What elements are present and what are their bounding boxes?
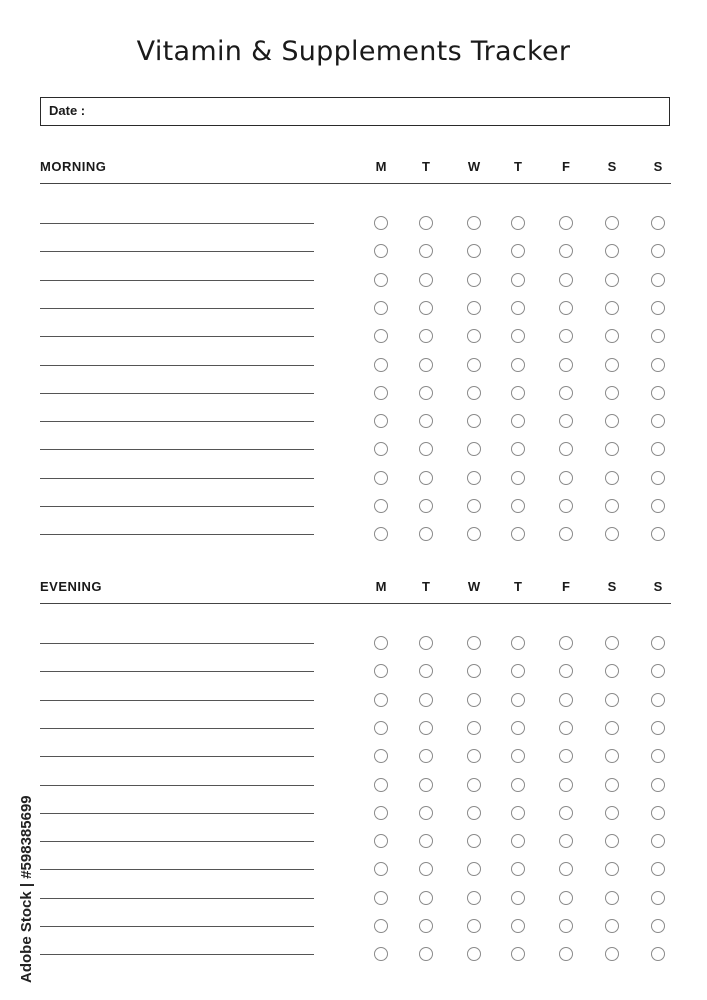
day-checkbox[interactable] [419, 273, 433, 287]
date-label: Date : [49, 103, 86, 118]
supplement-name-line[interactable] [40, 280, 314, 281]
day-checkbox[interactable] [651, 273, 665, 287]
day-checkbox[interactable] [559, 891, 573, 905]
day-checkbox[interactable] [467, 778, 481, 792]
day-checkbox[interactable] [511, 721, 525, 735]
day-checkbox[interactable] [605, 216, 619, 230]
day-checkbox[interactable] [559, 301, 573, 315]
tracker-row [0, 327, 707, 347]
tracker-row [0, 889, 707, 909]
day-checkbox[interactable] [374, 499, 388, 513]
day-checkbox[interactable] [467, 919, 481, 933]
day-checkbox[interactable] [467, 749, 481, 763]
day-checkbox[interactable] [605, 244, 619, 258]
day-checkbox[interactable] [605, 414, 619, 428]
day-checkbox[interactable] [419, 862, 433, 876]
day-checkbox[interactable] [419, 216, 433, 230]
day-checkbox[interactable] [467, 273, 481, 287]
day-checkbox[interactable] [605, 806, 619, 820]
supplement-name-line[interactable] [40, 393, 314, 394]
day-checkbox[interactable] [511, 862, 525, 876]
tracker-row [0, 242, 707, 262]
day-checkbox[interactable] [467, 386, 481, 400]
tracker-row [0, 497, 707, 517]
supplement-name-line[interactable] [40, 223, 314, 224]
day-checkbox[interactable] [511, 527, 525, 541]
day-checkbox[interactable] [651, 414, 665, 428]
supplement-name-line[interactable] [40, 421, 314, 422]
day-checkbox[interactable] [467, 834, 481, 848]
day-checkbox[interactable] [467, 329, 481, 343]
day-header: S [607, 159, 617, 174]
day-checkbox[interactable] [374, 693, 388, 707]
day-checkbox[interactable] [559, 499, 573, 513]
day-checkbox[interactable] [651, 329, 665, 343]
supplement-name-line[interactable] [40, 728, 314, 729]
day-checkbox[interactable] [651, 301, 665, 315]
day-header: M [375, 159, 387, 174]
day-checkbox[interactable] [559, 636, 573, 650]
tracker-row [0, 747, 707, 767]
supplement-name-line[interactable] [40, 336, 314, 337]
day-checkbox[interactable] [651, 442, 665, 456]
day-checkbox[interactable] [559, 527, 573, 541]
day-checkbox[interactable] [651, 947, 665, 961]
day-checkbox[interactable] [419, 834, 433, 848]
day-checkbox[interactable] [374, 471, 388, 485]
day-checkbox[interactable] [651, 749, 665, 763]
day-checkbox[interactable] [374, 947, 388, 961]
day-checkbox[interactable] [419, 301, 433, 315]
day-checkbox[interactable] [605, 947, 619, 961]
day-checkbox[interactable] [559, 862, 573, 876]
day-header: S [607, 579, 617, 594]
tracker-row [0, 917, 707, 937]
day-checkbox[interactable] [374, 721, 388, 735]
supplement-name-line[interactable] [40, 534, 314, 535]
supplement-name-line[interactable] [40, 954, 314, 955]
tracker-row [0, 719, 707, 739]
supplement-name-line[interactable] [40, 756, 314, 757]
day-checkbox[interactable] [651, 891, 665, 905]
day-checkbox[interactable] [467, 636, 481, 650]
day-checkbox[interactable] [374, 664, 388, 678]
supplement-name-line[interactable] [40, 365, 314, 366]
tracker-row [0, 356, 707, 376]
day-checkbox[interactable] [511, 244, 525, 258]
tracker-row [0, 271, 707, 291]
day-checkbox[interactable] [511, 329, 525, 343]
day-checkbox[interactable] [419, 664, 433, 678]
day-checkbox[interactable] [419, 471, 433, 485]
day-checkbox[interactable] [419, 244, 433, 258]
day-checkbox[interactable] [511, 919, 525, 933]
day-checkbox[interactable] [419, 749, 433, 763]
day-checkbox[interactable] [511, 778, 525, 792]
day-checkbox[interactable] [559, 693, 573, 707]
supplement-name-line[interactable] [40, 478, 314, 479]
day-checkbox[interactable] [559, 329, 573, 343]
supplement-name-line[interactable] [40, 785, 314, 786]
supplement-name-line[interactable] [40, 506, 314, 507]
supplement-name-line[interactable] [40, 251, 314, 252]
day-checkbox[interactable] [559, 749, 573, 763]
day-header: F [562, 579, 570, 594]
day-checkbox[interactable] [559, 244, 573, 258]
tracker-row [0, 412, 707, 432]
section-divider [40, 603, 671, 604]
day-header: F [562, 159, 570, 174]
supplement-name-line[interactable] [40, 813, 314, 814]
day-checkbox[interactable] [605, 862, 619, 876]
day-checkbox[interactable] [559, 386, 573, 400]
day-checkbox[interactable] [419, 806, 433, 820]
section-label: MORNING [40, 159, 107, 174]
day-checkbox[interactable] [511, 749, 525, 763]
day-checkbox[interactable] [467, 693, 481, 707]
day-checkbox[interactable] [651, 244, 665, 258]
day-checkbox[interactable] [605, 834, 619, 848]
day-checkbox[interactable] [605, 386, 619, 400]
day-checkbox[interactable] [651, 527, 665, 541]
day-checkbox[interactable] [511, 693, 525, 707]
day-header: T [514, 579, 522, 594]
day-checkbox[interactable] [651, 862, 665, 876]
day-checkbox[interactable] [651, 386, 665, 400]
day-checkbox[interactable] [374, 216, 388, 230]
day-checkbox[interactable] [651, 216, 665, 230]
supplement-name-line[interactable] [40, 841, 314, 842]
day-checkbox[interactable] [605, 301, 619, 315]
supplement-name-line[interactable] [40, 449, 314, 450]
supplement-name-line[interactable] [40, 700, 314, 701]
day-checkbox[interactable] [374, 891, 388, 905]
day-checkbox[interactable] [605, 527, 619, 541]
day-checkbox[interactable] [419, 499, 433, 513]
day-checkbox[interactable] [374, 273, 388, 287]
day-checkbox[interactable] [511, 301, 525, 315]
tracker-row [0, 634, 707, 654]
day-checkbox[interactable] [467, 442, 481, 456]
day-checkbox[interactable] [374, 244, 388, 258]
day-checkbox[interactable] [467, 664, 481, 678]
day-checkbox[interactable] [419, 527, 433, 541]
tracker-row [0, 945, 707, 965]
day-checkbox[interactable] [511, 947, 525, 961]
supplement-name-line[interactable] [40, 308, 314, 309]
day-checkbox[interactable] [419, 919, 433, 933]
day-checkbox[interactable] [467, 301, 481, 315]
tracker-row [0, 525, 707, 545]
day-checkbox[interactable] [559, 442, 573, 456]
day-checkbox[interactable] [605, 329, 619, 343]
day-checkbox[interactable] [467, 471, 481, 485]
day-checkbox[interactable] [374, 806, 388, 820]
day-checkbox[interactable] [651, 471, 665, 485]
day-checkbox[interactable] [605, 273, 619, 287]
day-checkbox[interactable] [651, 664, 665, 678]
day-checkbox[interactable] [467, 721, 481, 735]
day-checkbox[interactable] [605, 471, 619, 485]
day-checkbox[interactable] [511, 834, 525, 848]
day-checkbox[interactable] [467, 499, 481, 513]
day-checkbox[interactable] [467, 358, 481, 372]
day-checkbox[interactable] [511, 806, 525, 820]
day-checkbox[interactable] [419, 693, 433, 707]
tracker-row [0, 860, 707, 880]
date-field[interactable] [40, 97, 670, 126]
day-checkbox[interactable] [605, 919, 619, 933]
day-checkbox[interactable] [559, 273, 573, 287]
day-checkbox[interactable] [605, 891, 619, 905]
day-checkbox[interactable] [419, 358, 433, 372]
supplement-name-line[interactable] [40, 898, 314, 899]
day-checkbox[interactable] [651, 499, 665, 513]
day-checkbox[interactable] [651, 693, 665, 707]
day-checkbox[interactable] [651, 636, 665, 650]
day-checkbox[interactable] [605, 693, 619, 707]
tracker-row [0, 776, 707, 796]
supplement-name-line[interactable] [40, 869, 314, 870]
day-checkbox[interactable] [511, 636, 525, 650]
supplement-name-line[interactable] [40, 643, 314, 644]
day-header: S [653, 579, 663, 594]
day-checkbox[interactable] [511, 358, 525, 372]
day-checkbox[interactable] [419, 891, 433, 905]
tracker-row [0, 384, 707, 404]
day-checkbox[interactable] [511, 499, 525, 513]
day-checkbox[interactable] [651, 834, 665, 848]
tracker-row [0, 440, 707, 460]
day-checkbox[interactable] [559, 358, 573, 372]
day-checkbox[interactable] [419, 442, 433, 456]
day-checkbox[interactable] [374, 442, 388, 456]
day-checkbox[interactable] [419, 778, 433, 792]
day-checkbox[interactable] [467, 806, 481, 820]
day-checkbox[interactable] [511, 273, 525, 287]
day-checkbox[interactable] [374, 414, 388, 428]
day-checkbox[interactable] [467, 244, 481, 258]
day-checkbox[interactable] [651, 778, 665, 792]
tracker-row [0, 299, 707, 319]
day-checkbox[interactable] [651, 358, 665, 372]
day-checkbox[interactable] [374, 301, 388, 315]
day-checkbox[interactable] [605, 636, 619, 650]
day-checkbox[interactable] [559, 834, 573, 848]
day-checkbox[interactable] [419, 947, 433, 961]
day-header: M [375, 579, 387, 594]
day-checkbox[interactable] [467, 414, 481, 428]
day-checkbox[interactable] [467, 947, 481, 961]
day-checkbox[interactable] [559, 414, 573, 428]
day-checkbox[interactable] [605, 749, 619, 763]
day-checkbox[interactable] [559, 216, 573, 230]
day-checkbox[interactable] [374, 358, 388, 372]
tracker-row [0, 691, 707, 711]
day-checkbox[interactable] [559, 947, 573, 961]
day-checkbox[interactable] [605, 442, 619, 456]
tracker-row [0, 832, 707, 852]
day-checkbox[interactable] [374, 778, 388, 792]
day-checkbox[interactable] [651, 919, 665, 933]
day-checkbox[interactable] [374, 527, 388, 541]
day-checkbox[interactable] [559, 721, 573, 735]
day-checkbox[interactable] [467, 527, 481, 541]
day-checkbox[interactable] [419, 721, 433, 735]
day-checkbox[interactable] [467, 862, 481, 876]
day-header: W [467, 579, 481, 594]
day-checkbox[interactable] [511, 442, 525, 456]
day-checkbox[interactable] [374, 834, 388, 848]
page-title: Vitamin & Supplements Tracker [136, 36, 571, 67]
tracker-row [0, 804, 707, 824]
day-checkbox[interactable] [605, 499, 619, 513]
tracker-row [0, 214, 707, 234]
day-checkbox[interactable] [605, 778, 619, 792]
day-checkbox[interactable] [605, 721, 619, 735]
watermark-text: Adobe Stock | #598385699 [18, 795, 35, 983]
tracker-row [0, 469, 707, 489]
day-checkbox[interactable] [559, 919, 573, 933]
day-checkbox[interactable] [374, 862, 388, 876]
day-checkbox[interactable] [511, 216, 525, 230]
day-header: W [467, 159, 481, 174]
day-checkbox[interactable] [374, 329, 388, 343]
day-header: T [422, 159, 430, 174]
day-checkbox[interactable] [511, 664, 525, 678]
day-checkbox[interactable] [374, 919, 388, 933]
section-divider [40, 183, 671, 184]
day-checkbox[interactable] [559, 778, 573, 792]
day-checkbox[interactable] [605, 664, 619, 678]
day-header: T [422, 579, 430, 594]
day-checkbox[interactable] [511, 891, 525, 905]
day-checkbox[interactable] [605, 358, 619, 372]
day-checkbox[interactable] [559, 664, 573, 678]
day-checkbox[interactable] [511, 386, 525, 400]
day-checkbox[interactable] [467, 891, 481, 905]
day-checkbox[interactable] [559, 806, 573, 820]
tracker-row [0, 662, 707, 682]
day-checkbox[interactable] [374, 386, 388, 400]
day-checkbox[interactable] [374, 749, 388, 763]
day-header: S [653, 159, 663, 174]
day-checkbox[interactable] [511, 471, 525, 485]
day-checkbox[interactable] [419, 636, 433, 650]
day-checkbox[interactable] [419, 414, 433, 428]
supplement-name-line[interactable] [40, 671, 314, 672]
day-checkbox[interactable] [651, 721, 665, 735]
day-checkbox[interactable] [651, 806, 665, 820]
supplement-name-line[interactable] [40, 926, 314, 927]
day-checkbox[interactable] [374, 636, 388, 650]
day-checkbox[interactable] [559, 471, 573, 485]
day-checkbox[interactable] [419, 386, 433, 400]
day-checkbox[interactable] [511, 414, 525, 428]
day-checkbox[interactable] [419, 329, 433, 343]
section-label: EVENING [40, 579, 103, 594]
day-header: T [514, 159, 522, 174]
day-checkbox[interactable] [467, 216, 481, 230]
